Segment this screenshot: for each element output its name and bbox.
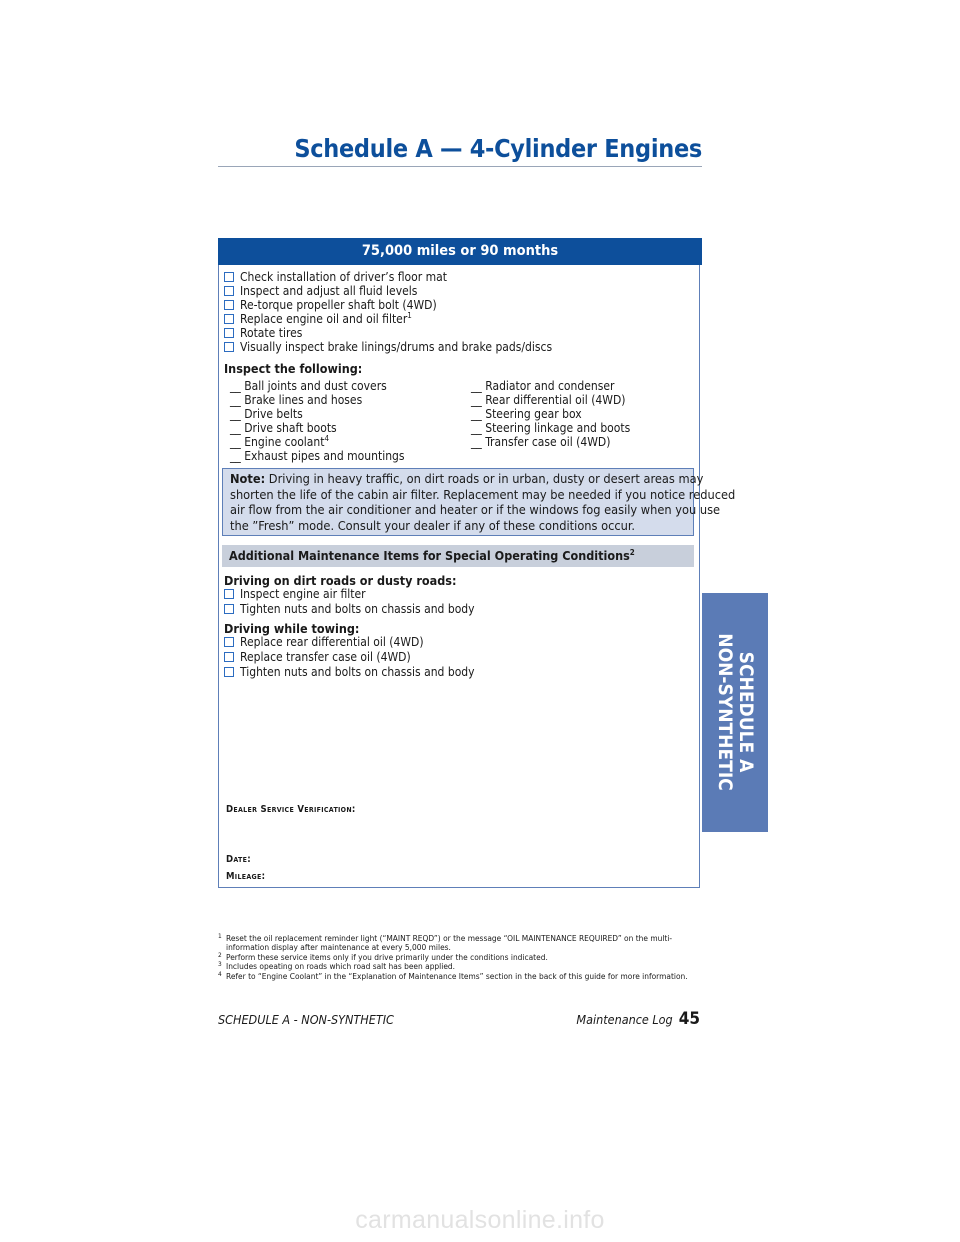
inspect-item: __ Rear differential oil (4WD) <box>471 393 626 407</box>
inspect-item: __ Ball joints and dust covers <box>230 379 387 393</box>
checkbox-icon[interactable] <box>224 637 234 647</box>
note-text: air flow from the air conditioner and heater or if the windows fog easily when you use <box>230 502 721 518</box>
note-box <box>222 468 736 536</box>
inspect-item: __ Brake lines and hoses <box>230 393 363 407</box>
checklist-item[interactable]: Replace transfer case oil (4WD) <box>224 650 411 664</box>
date-label: Date: <box>226 854 251 865</box>
footnote: 3 Includes opeating on roads which road salt has been applied. <box>218 960 456 972</box>
checklist-item[interactable]: Replace engine oil and oil filter$^1$ <box>224 312 412 326</box>
checkbox-icon[interactable] <box>224 328 234 338</box>
watermark: carmanualsonline.info <box>355 1206 605 1234</box>
title-divider <box>218 166 702 167</box>
inspect-heading: Inspect the following: <box>224 361 363 376</box>
checklist-item[interactable]: Inspect and adjust all fluid levels <box>224 284 417 298</box>
inspect-item: __ Transfer case oil (4WD) <box>471 435 611 449</box>
checklist-item[interactable]: Check installation of driver’s floor mat <box>224 270 447 284</box>
dealer-verification-label: Dealer Service Verification: <box>226 804 356 815</box>
note-text: Driving in heavy traffic, on dirt roads or in urban, dusty or desert areas may <box>268 471 704 486</box>
checkbox-icon[interactable] <box>224 342 234 352</box>
footnote-ref: 2 <box>629 548 635 557</box>
additional-heading: Additional Maintenance Items for Special Operating Conditions$^2$ <box>222 545 694 567</box>
section-side-tab <box>702 593 768 832</box>
checklist-item[interactable]: Rotate tires <box>224 326 302 340</box>
footnotes <box>218 934 702 981</box>
footnote: 2 Perform these service items only if you drive primarily under the conditions indicated. <box>218 950 548 962</box>
checklist-item[interactable]: Replace rear differential oil (4WD) <box>224 635 424 649</box>
inspect-item: __ Drive shaft boots <box>230 421 337 435</box>
checklist-item[interactable]: Visually inspect brake linings/drums and brake pads/discs <box>224 340 552 354</box>
inspect-item: __ Drive belts <box>230 407 303 421</box>
note-text: shorten the life of the cabin air filter. Replacement may be needed if you notice reduced <box>230 486 736 502</box>
checkbox-icon[interactable] <box>224 667 234 677</box>
checkbox-icon[interactable] <box>224 314 234 324</box>
checkbox-icon[interactable] <box>224 652 234 662</box>
footnote: 4 Refer to “Engine Coolant” in the “Explanation of Maintenance Items” section in the back of this guide for more information. <box>218 969 688 981</box>
checkbox-icon[interactable] <box>224 589 234 599</box>
checklist-item[interactable]: Tighten nuts and bolts on chassis and body <box>224 602 475 616</box>
dirt-heading: Driving on dirt roads or dusty roads: <box>224 573 457 588</box>
inspect-item: __ Engine coolant$^4$ <box>230 434 330 449</box>
card-header: 75,000 miles or 90 months <box>218 238 702 265</box>
side-tab-line: NON-SYNTHETIC <box>714 633 736 791</box>
note-label: Note: <box>230 471 266 486</box>
checklist-item[interactable]: Re-torque propeller shaft bolt (4WD) <box>224 298 437 312</box>
footnote: 1 Reset the oil replacement reminder light (“MAINT REQD”) or the message “OIL MAINTENANCE REQUIRED” on the multi-information display after maintenance at every 5,000 miles. <box>218 932 673 953</box>
footer-log-label: Maintenance Log <box>576 1012 673 1027</box>
inspect-item: __ Steering linkage and boots <box>471 421 631 435</box>
page-number: 45 <box>678 1009 700 1029</box>
footer-page-info <box>480 1009 700 1029</box>
note-text: the ”Fresh” mode. Consult your dealer if any of these conditions occur. <box>230 517 636 533</box>
checkbox-icon[interactable] <box>224 604 234 614</box>
checkbox-icon[interactable] <box>224 272 234 282</box>
checklist-item[interactable]: Tighten nuts and bolts on chassis and body <box>224 665 475 679</box>
side-tab-line: SCHEDULE A <box>735 651 757 773</box>
checkbox-icon[interactable] <box>224 300 234 310</box>
footnote-ref: 4 <box>324 434 330 443</box>
checkbox-icon[interactable] <box>224 286 234 296</box>
inspect-item: __ Exhaust pipes and mountings <box>230 449 405 463</box>
towing-heading: Driving while towing: <box>224 621 360 636</box>
checklist-item[interactable]: Inspect engine air filter <box>224 587 366 601</box>
mileage-label: Mileage: <box>226 871 266 882</box>
footer-section-label: SCHEDULE A - NON-SYNTHETIC <box>218 1012 394 1027</box>
page-title: Schedule A — 4-Cylinder Engines <box>294 134 702 163</box>
footnote-ref: 1 <box>407 311 412 320</box>
inspect-item: __ Steering gear box <box>471 407 582 421</box>
inspect-item: __ Radiator and condenser <box>471 379 615 393</box>
